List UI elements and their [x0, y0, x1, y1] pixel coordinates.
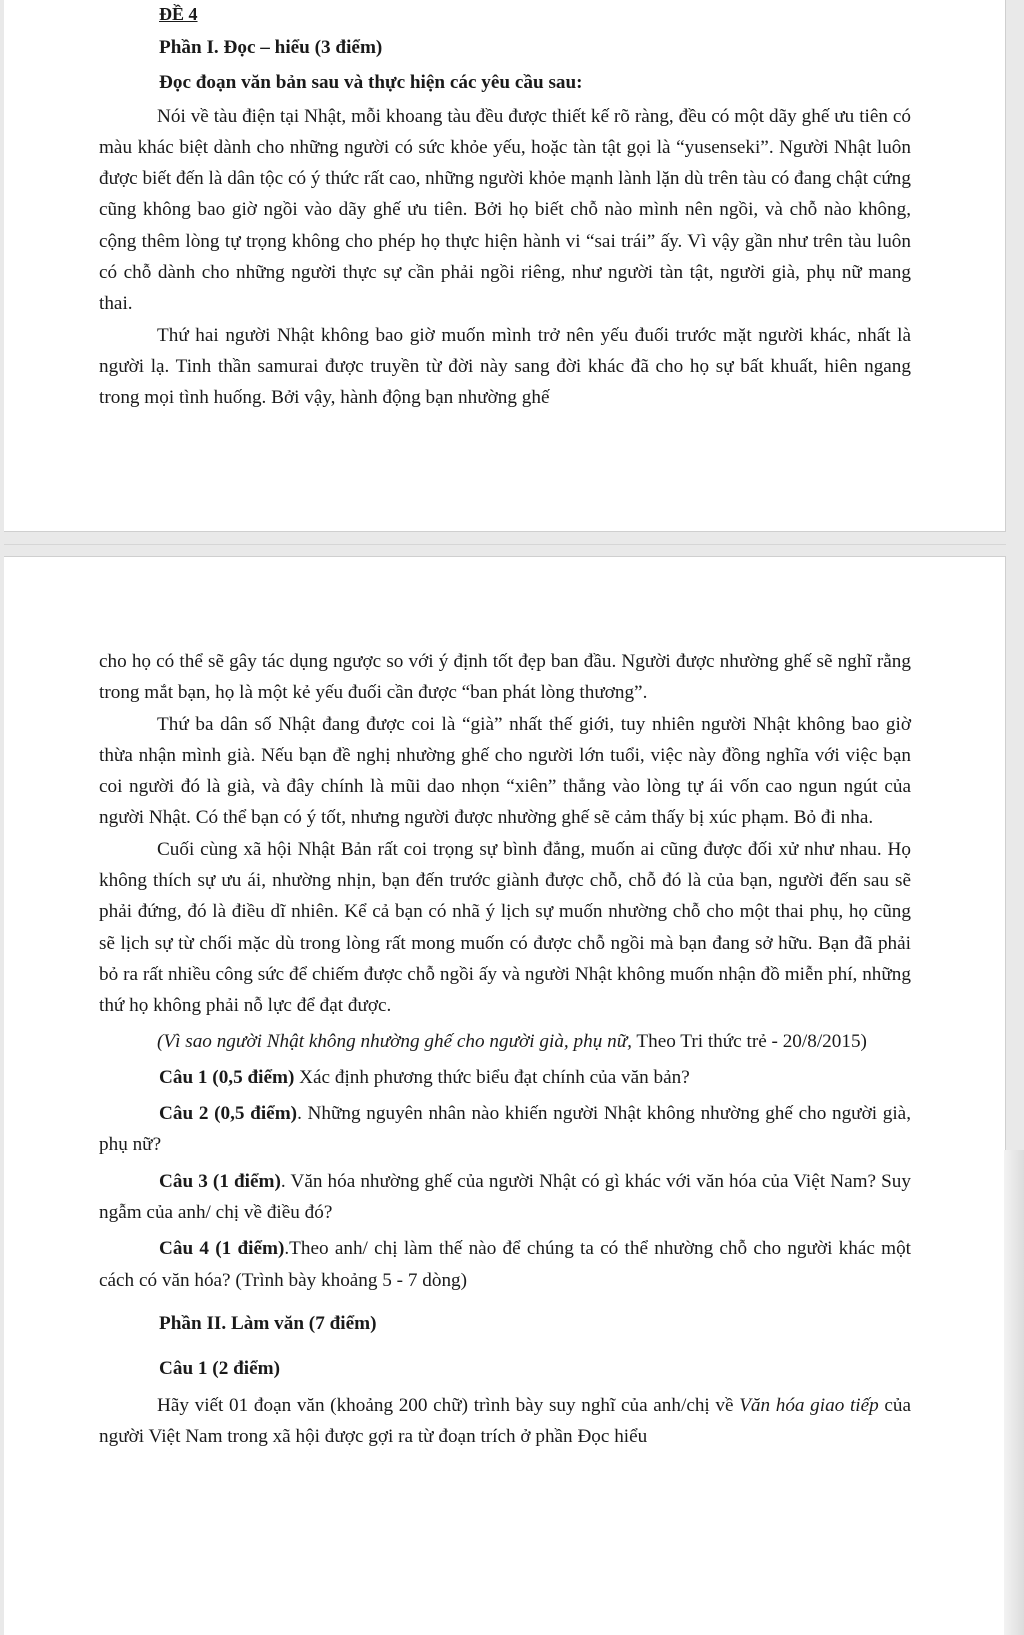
- question-4: [99, 1233, 911, 1296]
- part2-question-1-text: [99, 1390, 911, 1453]
- document-top: [99, 0, 911, 414]
- passage-paragraph-1: Nói về tàu điện tại Nhật, mỗi khoang tàu đều được thiết kế rõ ràng, đều có một dãy ghế ưu tiên có màu khác biệt dành cho những người có sức khỏe yếu, hoặc tàn tật gọi là “yusenseki”. Người Nhật luôn được biết đến là dân tộc có ý thức rất cao, những người khỏe mạnh lành lặn dù trên tàu có đang chật cứng cũng không bao giờ ngồi vào dãy ghế ưu tiên. Bởi họ biết chỗ nào mình nên ngồi, và chỗ nào không, cộng thêm lòng tự trọng không cho phép họ thực hiện hành vi “sai trái” ấy. Vì vậy gần như trên tàu luôn có chỗ dành cho những người thực sự cần phải ngồi riêng, như người tàn tật, người già, phụ nữ mang thai.: [99, 105, 911, 315]
- exam-title: ĐỀ 4: [159, 4, 198, 24]
- part2-heading: Phần II. Làm văn (7 điểm): [159, 1312, 377, 1334]
- question-4-text: .Theo anh/ chị làm thế nào để chúng ta có thể nhường chỗ cho người khác một cách có văn hóa? (Trình bày khoảng 5 - 7 dòng): [99, 1238, 911, 1291]
- passage-paragraph-3: Thứ ba dân số Nhật đang được coi là “già” nhất thế giới, tuy nhiên người Nhật không bao giờ thừa nhận mình già. Nếu bạn đề nghị nhường ghế cho người lớn tuổi, việc này đồng nghĩa với việc bạn coi người đó là già, và đây chính là mũi dao nhọn “xiên” thẳng vào lòng tự ái vốn cao ngun ngút của người Nhật. Có thể bạn có ý tốt, nhưng người được nhường ghế sẽ cảm thấy bị xúc phạm. Bỏ đi nha.: [99, 713, 911, 829]
- question-1-text: Xác định phương thức biểu đạt chính của văn bản?: [294, 1066, 690, 1088]
- passage-paragraph-4: Cuối cùng xã hội Nhật Bản rất coi trọng sự bình đẳng, muốn ai cũng được đối xử như nhau. Họ không thích sự ưu ái, nhường nhịn, bạn đến trước giành được chỗ, chỗ đó là của bạn, người đến sau sẽ phải đứng, đó là điều dĩ nhiên. Kể cả bạn có nhã ý lịch sự muốn nhường chỗ cho một thai phụ, họ cũng sẽ lịch sự từ chối mặc dù trong lòng rất mong muốn có được chỗ ngồi mà bạn đang sở hữu. Bạn đã phải bỏ ra rất nhiều công sức để chiếm được chỗ ngồi ấy và người Nhật không muốn nhận đồ miễn phí, những thứ họ không phải nỗ lực để đạt được.: [99, 838, 911, 1017]
- instruction: Đọc đoạn văn bản sau và thực hiện các yêu cầu sau:: [159, 72, 583, 94]
- question-1: [99, 1062, 911, 1093]
- part1-heading: [159, 32, 911, 63]
- question-1-label: Câu 1 (0,5 điểm): [159, 1066, 295, 1088]
- passage-paragraph-2-end: cho họ có thể sẽ gây tác dụng ngược so với ý định tốt đẹp ban đầu. Người được nhường ghế sẽ nghĩ rằng trong mắt bạn, họ là một kẻ yếu đuối cần được “ban phát lòng thương”.: [99, 651, 911, 704]
- question-4-label: Câu 4 (1 điểm): [159, 1238, 285, 1260]
- document-bottom: [99, 646, 911, 1453]
- question-3-label: Câu 3 (1 điểm): [159, 1170, 281, 1192]
- part2-question-1-heading: Câu 1 (2 điểm): [159, 1357, 280, 1379]
- question-3: [99, 1166, 911, 1229]
- part1-heading-text: Phần I. Đọc – hiểu (3 điểm): [159, 37, 383, 58]
- part2-q1-italic: Văn hóa giao tiếp: [739, 1394, 879, 1416]
- part2-q1-text-a: Hãy viết 01 đoạn văn (khoảng 200 chữ) trình bày suy nghĩ của anh/chị về: [157, 1394, 740, 1416]
- question-2-label: Câu 2 (0,5 điểm): [159, 1103, 298, 1125]
- question-3-text: . Văn hóa nhường ghế của người Nhật có gì khác với văn hóa của Việt Nam? Suy ngẫm của anh/ chị về điều đó?: [99, 1170, 911, 1224]
- part2-q1-text-b: của người Việt Nam trong xã hội được gợi ra từ đoạn trích ở phần Đọc hiểu: [99, 1394, 911, 1448]
- scroll-shadow: [1004, 1150, 1024, 1635]
- source-citation: [99, 1026, 911, 1057]
- question-2-text: . Những nguyên nhân nào khiến người Nhật không nhường ghế cho người già, phụ nữ?: [99, 1103, 911, 1156]
- page-divider: [4, 544, 1006, 545]
- source-publisher: Theo Tri thức trẻ - 20/8/2015): [631, 1030, 867, 1052]
- question-2: [99, 1098, 911, 1161]
- source-title: (Vì sao người Nhật không nhường ghế cho người già, phụ nữ,: [157, 1030, 632, 1052]
- passage-paragraph-2-start: Thứ hai người Nhật không bao giờ muốn mình trở nên yếu đuối trước mặt người khác, nhất là người lạ. Tinh thần samurai được truyền từ đời này sang đời khác đã cho họ sự bất khuất, hiên ngang trong mọi tình huống. Bởi vậy, hành động bạn nhường ghế: [99, 324, 911, 409]
